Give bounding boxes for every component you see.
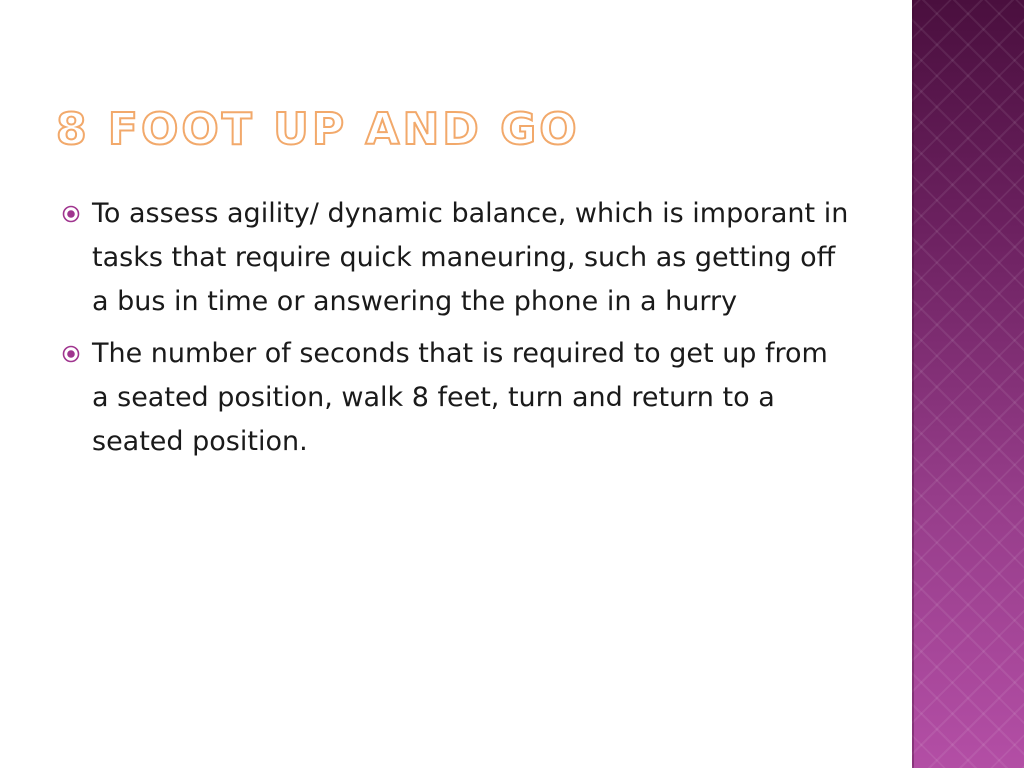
bullet-text: To assess agility/ dynamic balance, which is imporant in tasks that require quick maneuring, such as getting off a bus in time or answering the phone in a hurry (92, 198, 849, 317)
slide-title: 8 FOOT UP AND GO (56, 104, 580, 155)
side-band-divider (912, 0, 914, 768)
decorative-side-band (912, 0, 1024, 768)
bullet-list (60, 192, 850, 472)
bullet-item (60, 192, 850, 324)
bullet-item (60, 332, 850, 464)
circle-dot-bullet-icon (62, 205, 80, 223)
circle-dot-bullet-icon (62, 345, 80, 363)
bullet-text: The number of seconds that is required to get up from a seated position, walk 8 feet, turn and return to a seated position. (92, 338, 828, 457)
